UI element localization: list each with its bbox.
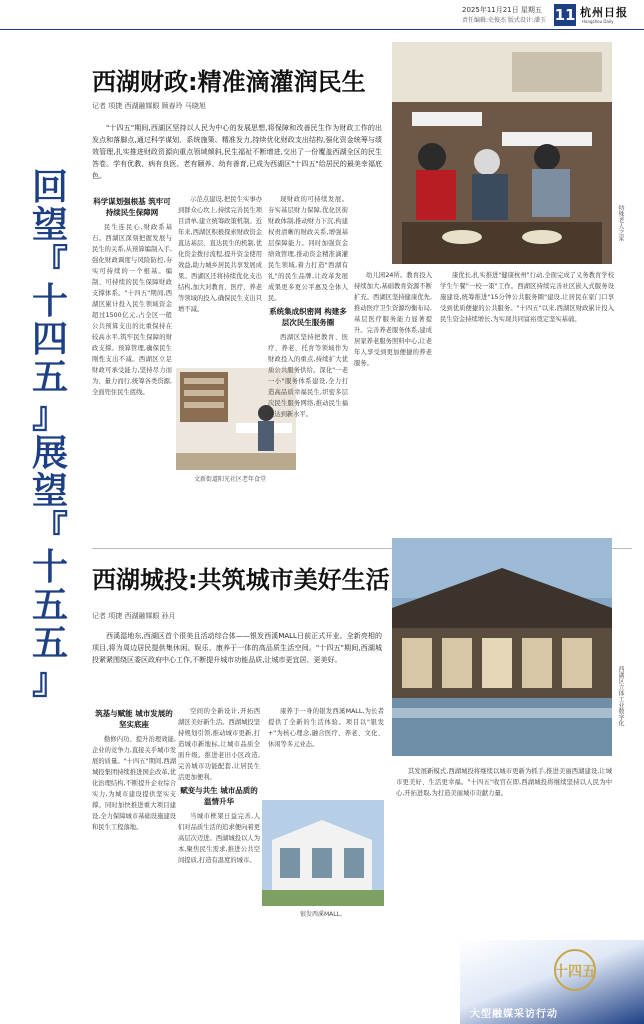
article2-subhead2: 赋变与共生 城市品质的温情升华 xyxy=(180,786,258,806)
vtitle-char: 十 xyxy=(31,546,68,588)
article1-col5 xyxy=(440,270,614,532)
editor-credit: 责任编辑:史俊杰 版式设计:潘玉 xyxy=(462,17,546,24)
mall-building-photo xyxy=(262,800,384,906)
article1-col3-text2: 西湖区坚持把教育、医疗、养老、托育等领域作为财政投入的重点,持续扩大优质公共服务供给。深化"一老一小"服务体系建设,全力打造高品质幸福民生,织密多层次民生服务网络,推动民生福祉达到新水平。 xyxy=(268,334,348,418)
vtitle-char: 五 xyxy=(31,356,68,398)
article1-subhead2: 系统集成织密网 构建多层次民生服务圈 xyxy=(269,307,347,327)
architecture-caption: 西湖区立体工业数字化 xyxy=(617,666,624,726)
vtitle-char: 十 xyxy=(31,280,68,322)
article1-col5-text: 康优长,扎实推进"健康杭州"行动,全面完成了义务教育学校学生午餐"一校一策"工作。西湖区持续完善社区嵌入式服务设施建设,统筹推进"15分钟公共服务圈"建设,让居民在家门口享受到优质便捷的公共服务。"十四五"以来,西湖区财政累计投入民生资金持续增长,为实现共同富裕奠定坚实基础。 xyxy=(440,272,614,323)
emblem-text: 十四五 xyxy=(554,964,596,980)
masthead-rule xyxy=(0,29,644,30)
article2-col2 xyxy=(178,706,260,1016)
article1-col4-text: 幼儿园24所。教育投入持续加大,基础教育资源不断扩充。西湖区坚持健康优先,推动医疗卫生资源均衡布局,基层医疗服务能力显著提升。完善养老服务体系,建成居家养老服务照料中心,让老年人享受到更加便捷的养老服务。 xyxy=(354,272,432,367)
article1-col1-text: 民生连民心,财政系基石。西湖区深刻把握发展与民生的关系,从预算编制入手,强化财政调度与风险防控,夯实可持续的一个根基。编制、可持续的民生保障财政支撑体系。"十四五"期间,西湖区累计投入民生领域资金超过1500亿元,占全区一般公共预算支出的比重保持在较高水平,筑牢民生保障的财政支撑。预算管理,确保民生刚性支出不减。西湖区立足财政可承受能力,坚持尽力而为、量力而行,统筹各类资源,全面兜住民生底线。 xyxy=(92,224,172,396)
elderly-room-caption: 文新街道阳光社区老年食堂 xyxy=(194,476,267,483)
vtitle-char: 望 xyxy=(31,204,68,246)
article2-col2-text: 空间的全新设计,开拓西湖区美好新生活。西湖城投坚持规划引领,推动城市更新,打造城市新地标,让城市品质全面升级。推进老旧小区改造,完善城市功能配套,让居民生活更加便利。 xyxy=(178,708,260,781)
vtitle-char: 回 xyxy=(31,166,68,208)
vtitle-char: 『 xyxy=(31,508,68,550)
article2-col4 xyxy=(396,766,612,936)
vertical-feature-title xyxy=(18,168,82,700)
dining-hall-caption: 特殊老人之家 xyxy=(617,205,624,241)
article1-col4 xyxy=(354,270,432,532)
article2-col4-text: 其发展新模式,西湖城投将继续以城市更新为抓手,推进美丽西湖建设,让城市更美好、生活更幸福。"十四五"收官在即,西湖城投将继续坚持以人民为中心,开拓进取,为打造美丽城市贡献力量。 xyxy=(396,768,612,797)
article2-col3-text: 康养于一身的银发西溪MALL,为长者提供了全新的生活体验。项目以"银发+"为核心理念,融合医疗、养老、文化、休闲等多元业态。 xyxy=(268,708,384,748)
page-number: 11 xyxy=(554,6,576,24)
fifteenth-plan-emblem-icon xyxy=(548,948,602,992)
article2-headline: 西湖城投:共筑城市美好生活 xyxy=(92,566,390,594)
footer-slogan: 大型融媒采访行动 xyxy=(470,1009,558,1020)
vtitle-char: 展 xyxy=(31,432,68,474)
article1-subhead1: 科学谋划强根基 筑牢可持续民生保障网 xyxy=(93,197,171,217)
vtitle-char: 五 xyxy=(31,622,68,664)
article1-col2 xyxy=(178,194,262,366)
article1-col2-text: 示范点建设,把民生实事办到群众心坎上,持续完善民生项目清单,建立统筹政策机制。近年来,西湖区积极探索财政资金直达基层、直达民生的机制,优化资金拨付流程,提升资金使用效益,助力城乡居民共享发展成果。西湖区还将持续优化支出结构,加大对教育、医疗、养老等领域的投入,确保民生支出只增不减。 xyxy=(178,196,262,313)
article2-col1-text: 勤修内功、提升治理效能,企业的竞争力,直接关乎城市发展的质量。"十四五"期间,西湖城投集团持续推进国企改革,优化治理结构,不断提升企业综合实力,为城市建设提供坚实支撑。同时加快推进重大项目建设,全力保障城市基础设施建设和民生工程落地。 xyxy=(92,736,176,831)
article1-byline: 记者 项捷 西湖融媒眼 顾春玲 马晓旭 xyxy=(92,102,206,110)
article1-headline: 西湖财政:精准滴灌润民生 xyxy=(92,68,366,96)
industrial-architecture-photo xyxy=(392,538,612,756)
vtitle-char: 四 xyxy=(31,318,68,360)
vtitle-char: 望 xyxy=(31,470,68,512)
article2-col3 xyxy=(268,706,384,796)
vtitle-char: 』 xyxy=(31,394,68,436)
article1-col3 xyxy=(268,194,348,532)
newspaper-logo: 杭州日报 xyxy=(580,6,628,19)
article2-lead: 西溪湿地东,西湖区首个很美且活动综合体——银发西溪MALL日前正式开业。全新亮相的项目,将为周边居民提供集休闲、娱乐、康养于一体的高品质生活空间。"十四五"期间,西湖城投紧紧围绕区委区政府中心工作,不断提升城市功能品质,让城市更宜居、更美好。 xyxy=(92,632,382,664)
article2-subhead1: 筑基与赋能 城市发展的坚实底座 xyxy=(95,709,173,729)
vtitle-char: 五 xyxy=(31,584,68,626)
article2-byline: 记者 项捷 西湖融媒眼 孙月 xyxy=(92,612,176,620)
article2-col1 xyxy=(92,706,176,1016)
newspaper-logo-sub: Hangzhou Daily xyxy=(582,19,614,24)
vtitle-char: 』 xyxy=(31,660,68,702)
dining-hall-photo xyxy=(392,42,612,264)
issue-date: 2025年11月21日 星期五 xyxy=(462,6,542,14)
article2-col2-text2: 当城市框架日益完善,人们对品质生活的追求便向着更高层次迈进。西湖城投以人为本,聚焦民生需求,推进公共空间提质,打造有温度的城市。 xyxy=(178,813,260,864)
vtitle-char: 『 xyxy=(31,242,68,284)
article1-col3-text: 现财政的可持续发展。夯实基层财力保障,优化区街财政体制,推动财力下沉,构建权责清晰的财政关系,增强基层保障能力。同时加强资金绩效管理,推动资金精准滴灌民生领域,着力打造"西湖有礼"的民生品牌,让改革发展成果更多更公平惠及全体人民。 xyxy=(268,196,348,302)
article1-col1 xyxy=(92,194,172,532)
mall-building-caption: 银发西溪MALL。 xyxy=(300,911,346,918)
masthead xyxy=(0,0,644,30)
article1-lead: "十四五"期间,西湖区坚持以人民为中心的发展思想,将保障和改善民生作为财政工作的出发点和落脚点,通过科学谋划、系统施策、精准发力,持续优化财政支出结构,强化资金统筹与绩效管理,扎实推进财政资源向重点领域倾斜,民生福祉不断增进,交出了一份覆盖西湖全区的民生答卷。学有优教、病有良医、老有颐养、幼有善育,已成为西湖区"十四五"给居民的最美幸福底色。 xyxy=(92,124,382,180)
